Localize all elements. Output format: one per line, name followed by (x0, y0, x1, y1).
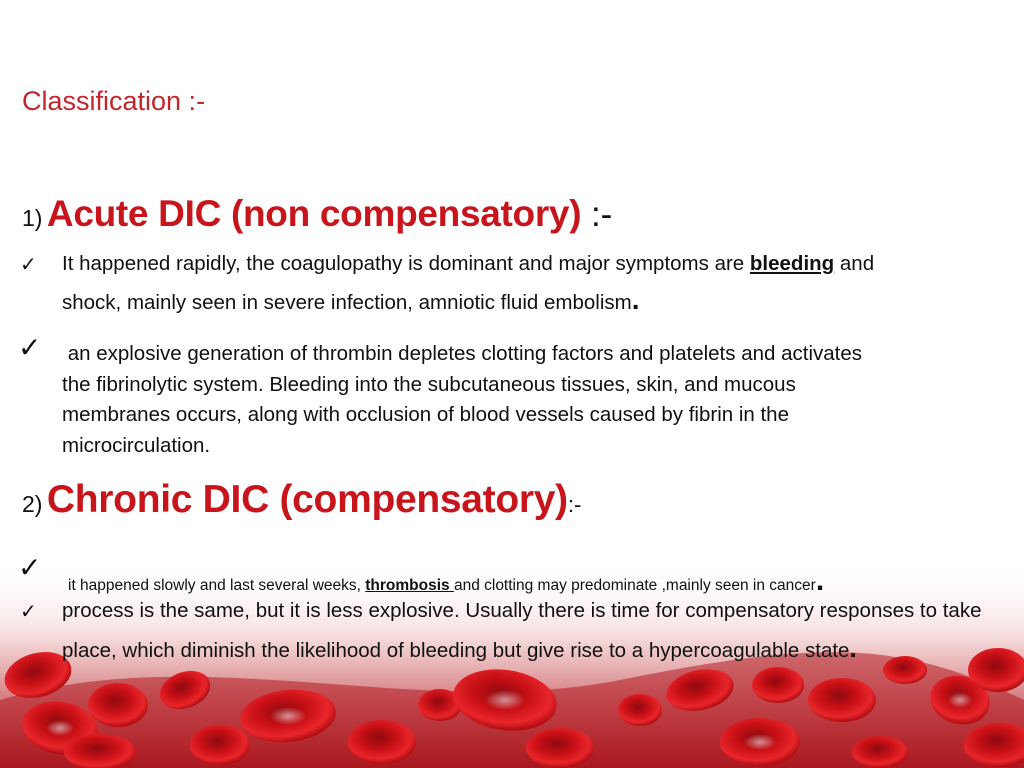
bullet-line: an explosive generation of thrombin depletes clotting factors and platelets and activates (62, 342, 862, 365)
bullet-line (62, 249, 874, 279)
section-1-heading (22, 193, 612, 235)
section-2-title: Chronic DIC (compensatory) (46, 478, 568, 521)
section-2-heading (22, 478, 581, 522)
bullet-line: the fibrinolytic system. Bleeding into the subcutaneous tissues, skin, and mucous (62, 372, 796, 396)
bullet-text: place, which diminish the likelihood of bleeding but give rise to a hypercoagulable state (62, 639, 850, 662)
bullet-text: it happened slowly and last several weeks, (68, 577, 366, 594)
section-2-bullet-2 (62, 596, 981, 666)
bullet-line: process is the same, but it is less explosive. Usually there is time for compensatory responses to take (62, 599, 982, 622)
bullet-text: and clotting may predominate ,mainly seen in cancer (453, 577, 816, 594)
bullet-line: membranes occurs, along with occlusion of blood vessels caused by fibrin in the (62, 403, 789, 426)
section-1-suffix: :- (581, 195, 613, 234)
bullet-text: shock, mainly seen in severe infection, amniotic fluid embolism (62, 291, 632, 314)
checkmark-icon: ✓ (18, 331, 42, 364)
section-1-number: 1) (22, 205, 43, 231)
emphasis-bleeding: bleeding (749, 252, 835, 275)
bullet-line (62, 633, 981, 666)
section-2-suffix: :- (567, 492, 582, 517)
section-1-bullet-2 (62, 339, 862, 461)
bullet-text: and (834, 252, 875, 275)
checkmark-icon: ✓ (18, 551, 42, 584)
bullet-line: microcirculation. (62, 433, 211, 457)
section-2-number: 2) (22, 491, 43, 517)
section-2-bullet-1 (68, 564, 824, 598)
bullet-end-dot: . (631, 284, 640, 315)
checkmark-icon: ✓ (20, 252, 37, 276)
bullet-text: It happened rapidly, the coagulopathy is dominant and major symptoms are (62, 252, 750, 275)
checkmark-icon: ✓ (20, 599, 37, 623)
emphasis-thrombosis: thrombosis (365, 577, 454, 594)
section-1-title: Acute DIC (non compensatory) (46, 193, 582, 234)
bullet-end-dot: . (815, 564, 825, 597)
section-1-bullet-1 (62, 249, 874, 318)
classification-heading: Classification :- (22, 86, 206, 116)
bullet-end-dot: . (849, 633, 857, 663)
bullet-line (62, 285, 874, 318)
